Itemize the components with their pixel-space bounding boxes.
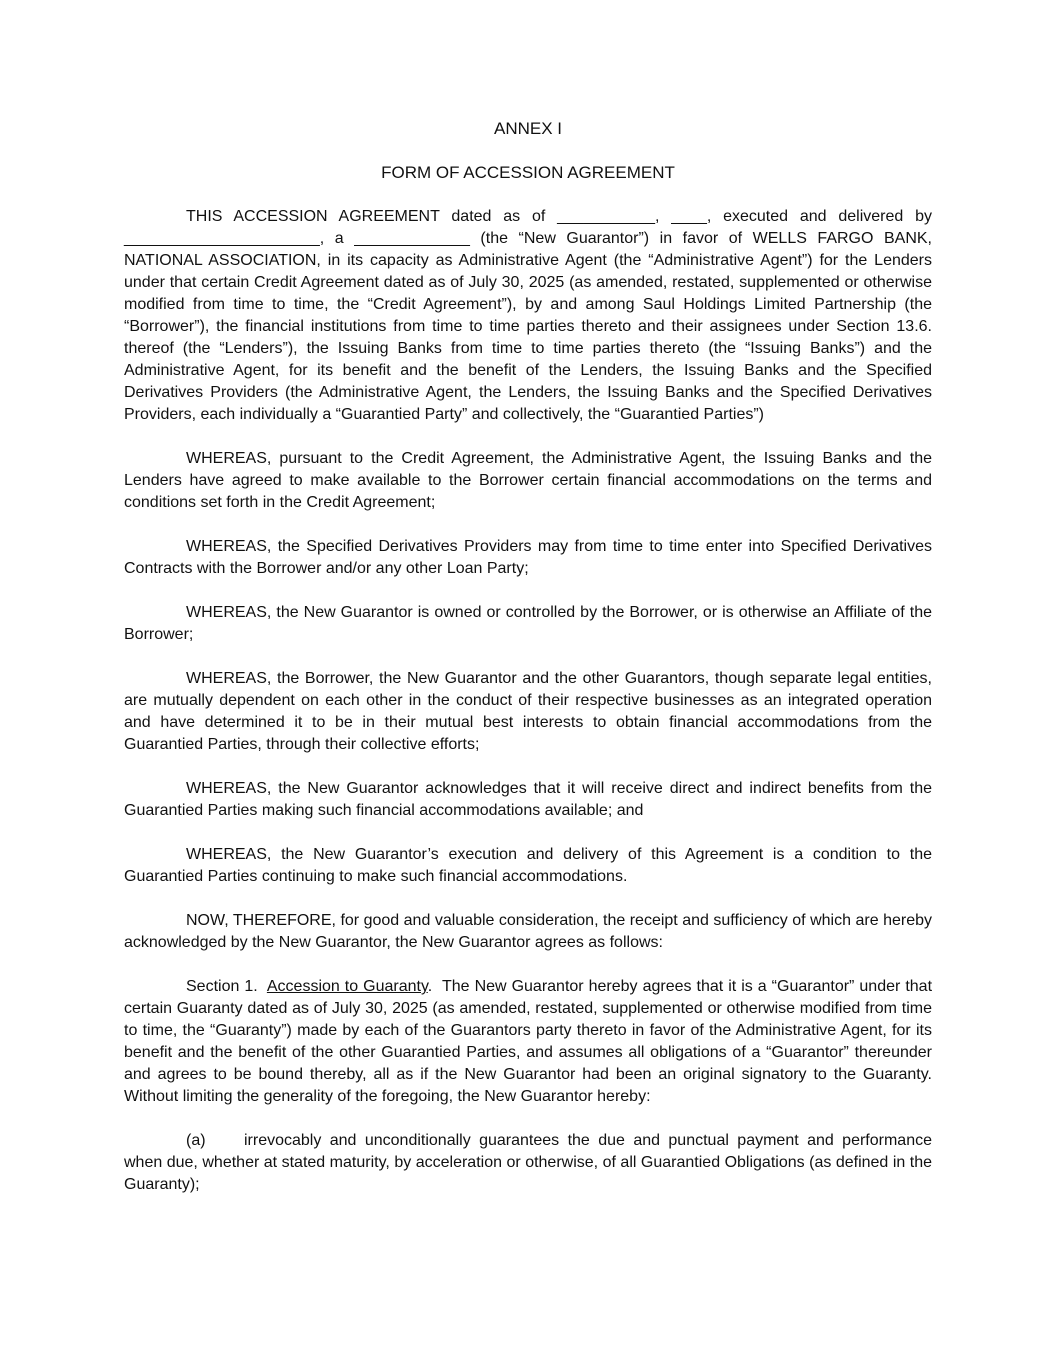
form-title: FORM OF ACCESSION AGREEMENT (381, 163, 675, 182)
whereas-paragraph-5: WHEREAS, the New Guarantor acknowledges that it will receive direct and indirect benefits from the Guarantied Parties making such financial accommodations available; and (124, 780, 932, 819)
section-1-heading: Accession to Guaranty (266, 978, 428, 995)
section-1-paragraph: Section 1. Accession to Guaranty. The New Guarantor hereby agrees that it is a “Guarantor” under that certain Guaranty dated as of July 30, 2025 (as amended, restated, supplemented or otherwise modified from time to time, the “Guaranty”) made by each of the Guarantors party thereto in favor of the Administrative Agent, for its benefit and the benefit of the other Guarantied Parties, and assumes all obligations of a “Guarantor” thereunder and agrees to be bound thereby, all as if the New Guarantor had been an original signatory to the Guaranty. Without limiting the generality of the foregoing, the New Guarantor hereby: (124, 978, 933, 1105)
whereas-paragraph-2: WHEREAS, the Specified Derivatives Providers may from time to time enter into Specified Derivatives Contracts with the Borrower and/or any other Loan Party; (124, 538, 932, 577)
whereas-paragraph-3: WHEREAS, the New Guarantor is owned or controlled by the Borrower, or is otherwise an Affiliate of the Borrower; (124, 604, 932, 643)
document-page (124, 118, 932, 1218)
section-1-body: The New Guarantor hereby agrees that it is a “Guarantor” under that certain Guaranty dated as of July 30, 2025 (as amended, restated, supplemented or otherwise modified from time to time, the “Guaranty”) made by each of the Guarantors party thereto in favor of the Administrative Agent, for its benefit and the benefit of the other Guarantied Parties, and assumes all obligations of a “Guarantor” thereunder and agrees to be bound thereby, all as if the New Guarantor had been an original signatory to the Guaranty. Without limiting the generality of the foregoing, the New Guarantor hereby: (124, 978, 933, 1105)
item-a-body: irrevocably and unconditionally guarantees the due and punctual payment and performance when due, whether at stated maturity, by acceleration or otherwise, of all Guarantied Obligations (as defined in the Guaranty); (124, 1132, 932, 1193)
whereas-paragraph-4: WHEREAS, the Borrower, the New Guarantor and the other Guarantors, though separate legal entities, are mutually dependent on each other in the conduct of their respective businesses as an integrated operation and have determined it to be in their mutual best interests to obtain financial accommodations from the Guarantied Parties, through their collective efforts; (124, 670, 932, 753)
now-therefore-paragraph: NOW, THEREFORE, for good and valuable consideration, the receipt and sufficiency of which are hereby acknowledged by the New Guarantor, the New Guarantor agrees as follows: (124, 912, 932, 951)
item-a-label: (a) (186, 1132, 206, 1149)
intro-paragraph: THIS ACCESSION AGREEMENT dated as of ___________, ____, executed and delivered by ______________________, a _____________ (the “New Guarantor”) in favor of WELLS FARGO BANK, NATIONAL ASSOCIATION, in its capacity as Administrative Agent (the “Administrative Agent”) for the Lenders under that certain Credit Agreement dated as of July 30, 2025 (as amended, restated, supplemented or otherwise modified from time to time, the “Credit Agreement”), by and among Saul Holdings Limited Partnership (the “Borrower”), the financial institutions from time to time parties thereto and their assignees under Section 13.6. thereof (the “Lenders”), the Issuing Banks from time to time parties thereto (the “Issuing Banks”) and the Administrative Agent, for its benefit and the benefit of the Lenders, the Issuing Banks and the Specified Derivatives Providers (the Administrative Agent, the Lenders, the Issuing Banks and the Specified Derivatives Providers, each individually a “Guarantied Party” and collectively, the “Guarantied Parties”) (124, 208, 932, 423)
annex-title: ANNEX I (493, 119, 563, 138)
item-a-paragraph (124, 1130, 932, 1196)
section-1-number: Section 1. (186, 978, 258, 995)
whereas-paragraph-6: WHEREAS, the New Guarantor’s execution and delivery of this Agreement is a condition to the Guarantied Parties continuing to make such financial accommodations. (124, 846, 932, 885)
whereas-paragraph-1: WHEREAS, pursuant to the Credit Agreement, the Administrative Agent, the Issuing Banks and the Lenders have agreed to make available to the Borrower certain financial accommodations on the terms and conditions set forth in the Credit Agreement; (124, 450, 932, 511)
